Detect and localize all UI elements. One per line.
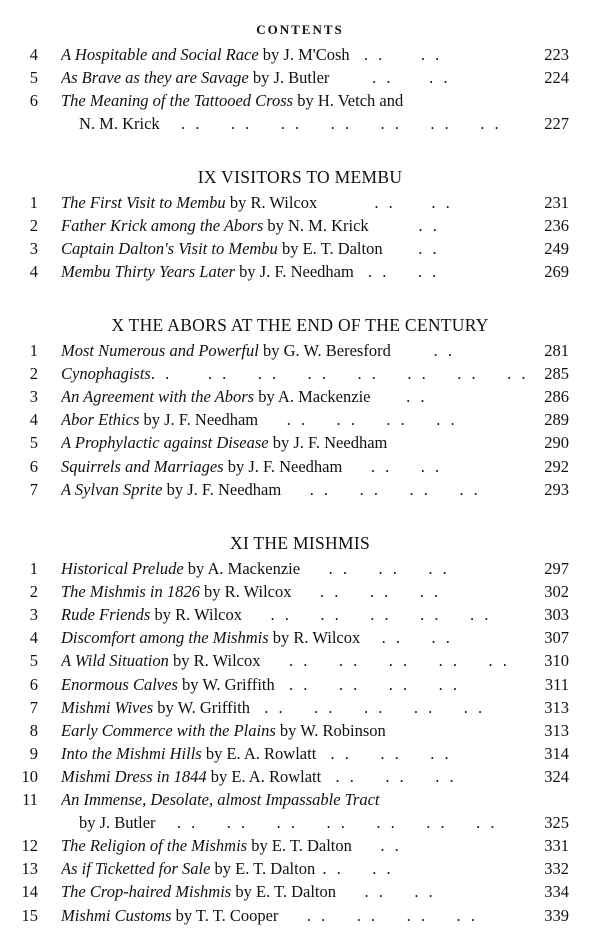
toc-entry bbox=[0, 386, 600, 408]
entry-author: by W. Griffith bbox=[177, 674, 275, 694]
page-number: 310 bbox=[544, 651, 569, 671]
toc-entry bbox=[0, 409, 600, 431]
entry-text bbox=[61, 558, 531, 580]
entry-text bbox=[61, 789, 531, 811]
entry-title: A Prophylactic against Disease bbox=[61, 433, 269, 453]
entry-author: by E. A. Rowlatt bbox=[201, 743, 317, 763]
entry-text bbox=[61, 881, 531, 903]
page-number: 324 bbox=[544, 766, 569, 786]
entry-text bbox=[61, 192, 531, 214]
entry-number: 1 bbox=[29, 559, 38, 578]
entry-number: 2 bbox=[29, 582, 38, 602]
entry-title: A Hospitable and Social Race bbox=[61, 45, 259, 64]
entry-text bbox=[61, 215, 531, 237]
entry-number: 1 bbox=[29, 341, 38, 360]
page-number: 313 bbox=[544, 720, 569, 740]
entry-author: by J. Butler bbox=[248, 68, 330, 88]
entry-author: by A. Mackenzie bbox=[254, 387, 371, 407]
page-number: 290 bbox=[544, 433, 569, 453]
page-number: 325 bbox=[544, 813, 569, 833]
entry-author: by E. T. Dalton bbox=[277, 239, 383, 259]
dot-leaders: . . . . . . bbox=[300, 559, 450, 578]
entry-author: by R. Wilcox bbox=[225, 193, 318, 212]
toc-entry bbox=[0, 261, 600, 283]
entry-author: by E. T. Dalton bbox=[210, 859, 316, 879]
entry-title: The Religion of the Mishmis bbox=[61, 836, 248, 856]
toc-entry bbox=[0, 215, 600, 237]
page-number: 289 bbox=[544, 410, 569, 430]
entry-title: The First Visit to Membu bbox=[61, 193, 226, 212]
entry-number: 6 bbox=[29, 456, 38, 476]
entry-number: 9 bbox=[29, 743, 38, 763]
page-number: 286 bbox=[544, 387, 569, 407]
entry-text bbox=[79, 812, 549, 834]
dot-leaders: . . . . bbox=[329, 68, 451, 88]
dot-leaders: . . . . . . . . bbox=[278, 905, 478, 925]
entry-title: Historical Prelude bbox=[61, 559, 184, 578]
toc-entry bbox=[0, 67, 600, 89]
dot-leaders: . . . . . . . . . . . . . . bbox=[159, 114, 502, 134]
toc-entry bbox=[0, 812, 600, 834]
entry-title: An Immense, Desolate, almost Impassable Tract bbox=[61, 790, 380, 809]
entry-title: Early Commerce with the Plains bbox=[61, 720, 276, 740]
entry-title: Most Numerous and Powerful bbox=[61, 341, 259, 360]
entry-author: by J. F. Needham bbox=[223, 456, 343, 476]
dot-leaders: . . . . bbox=[353, 262, 440, 282]
dot-leaders: . . . . bbox=[336, 882, 436, 902]
page-number: 339 bbox=[544, 905, 569, 925]
entry-author: by G. W. Beresford bbox=[258, 341, 391, 360]
page-number: 303 bbox=[544, 605, 569, 625]
entry-number: 5 bbox=[29, 651, 38, 671]
page-number: 307 bbox=[544, 628, 569, 648]
toc-entry bbox=[0, 905, 600, 927]
toc-entry bbox=[0, 340, 600, 362]
entry-number: 3 bbox=[29, 387, 38, 407]
dot-leaders: . . . . bbox=[342, 456, 443, 476]
dot-leaders: . . . . . . . . bbox=[281, 479, 481, 499]
toc-entry bbox=[0, 44, 600, 66]
page-number: 334 bbox=[544, 882, 569, 902]
entry-text bbox=[79, 113, 549, 135]
entry-text bbox=[61, 581, 531, 603]
entry-text bbox=[61, 432, 531, 454]
entry-number: 3 bbox=[29, 239, 38, 259]
page-number: 224 bbox=[544, 68, 569, 88]
toc-entry bbox=[0, 90, 600, 112]
entry-text bbox=[61, 456, 531, 478]
entry-author: by W. Robinson bbox=[275, 720, 386, 740]
entry-text bbox=[61, 720, 531, 742]
dot-leaders: . . . . . . . . . . . . . . bbox=[155, 813, 498, 833]
page-number: 227 bbox=[544, 114, 569, 134]
dot-leaders: . . bbox=[390, 341, 455, 360]
entry-text bbox=[61, 627, 531, 649]
entry-text bbox=[61, 905, 531, 927]
toc-entry bbox=[0, 604, 600, 626]
dot-leaders: . . . . . . . . . . bbox=[250, 697, 486, 717]
dot-leaders: . . bbox=[382, 239, 440, 259]
section-heading: XI THE MISHMIS bbox=[230, 533, 370, 553]
entry-number: 4 bbox=[29, 410, 38, 430]
page-number: 311 bbox=[544, 674, 569, 694]
toc-entry bbox=[0, 581, 600, 603]
entry-text bbox=[61, 67, 531, 89]
entry-title: The Crop-haired Mishmis bbox=[61, 882, 232, 902]
dot-leaders: . . . . bbox=[349, 45, 443, 64]
entry-text bbox=[61, 604, 531, 626]
entry-title: Mishmi Dress in 1844 bbox=[61, 766, 207, 786]
entry-title: A Sylvan Sprite bbox=[61, 479, 163, 499]
entry-title: The Meaning of the Tattooed Cross bbox=[61, 91, 294, 111]
entry-number: 7 bbox=[29, 479, 38, 499]
entry-author: by J. F. Needham bbox=[162, 479, 282, 499]
entry-title: Cynophagists bbox=[61, 364, 151, 384]
entry-text bbox=[61, 479, 531, 501]
entry-author: by A. Mackenzie bbox=[183, 559, 301, 578]
entry-number: 11 bbox=[22, 790, 38, 809]
entry-author: by J. M'Cosh bbox=[258, 45, 350, 64]
entry-title: Mishmi Wives bbox=[61, 697, 154, 717]
entry-title: Enormous Calves bbox=[61, 674, 178, 694]
toc-entry bbox=[0, 720, 600, 742]
dot-leaders: . . bbox=[351, 836, 402, 856]
toc-entry bbox=[0, 627, 600, 649]
entry-text bbox=[61, 340, 531, 362]
entry-author: by J. F. Needham bbox=[139, 410, 259, 430]
entry-author: N. M. Krick bbox=[79, 114, 160, 134]
toc-entry bbox=[0, 650, 600, 672]
entry-title: Squirrels and Marriages bbox=[61, 456, 224, 476]
dot-leaders: . . . . . . . . bbox=[274, 674, 460, 694]
entry-title: An Agreement with the Abors bbox=[61, 387, 255, 407]
entry-number: 5 bbox=[29, 68, 38, 88]
entry-author: by E. A. Rowlatt bbox=[206, 766, 322, 786]
entry-title: Captain Dalton's Visit to Membu bbox=[61, 239, 278, 259]
toc-entry bbox=[0, 479, 600, 501]
page-number: 293 bbox=[544, 479, 569, 499]
entry-author: by W. Griffith bbox=[153, 697, 250, 717]
page-number: 223 bbox=[544, 45, 569, 64]
page-number: 236 bbox=[544, 216, 569, 236]
page-number: 331 bbox=[544, 836, 569, 856]
entry-number: 2 bbox=[29, 364, 38, 384]
entry-number: 7 bbox=[29, 697, 38, 717]
entry-text bbox=[61, 835, 531, 857]
entry-number: 6 bbox=[29, 91, 38, 111]
dot-leaders: . . . . . . bbox=[321, 766, 457, 786]
dot-leaders: . . . . . . . . . . bbox=[260, 651, 510, 671]
dot-leaders: . . . . . . . . . . bbox=[241, 605, 492, 625]
entry-author: by J. Butler bbox=[79, 813, 156, 833]
entry-number: 4 bbox=[29, 262, 38, 282]
entry-author: by H. Vetch and bbox=[293, 91, 404, 111]
dot-leaders: . . . . . . . . bbox=[258, 410, 458, 430]
toc-entry bbox=[0, 558, 600, 580]
entry-author: by R. Wilcox bbox=[199, 582, 292, 602]
entry-text bbox=[61, 386, 531, 408]
toc-entry bbox=[0, 743, 600, 765]
toc-entry bbox=[0, 456, 600, 478]
entry-author: by E. T. Dalton bbox=[247, 836, 352, 856]
dot-leaders: . . bbox=[370, 387, 428, 407]
entry-title: Abor Ethics bbox=[61, 410, 140, 430]
entry-title: A Wild Situation bbox=[61, 651, 169, 671]
entry-number: 10 bbox=[21, 766, 38, 786]
page-number: 332 bbox=[544, 859, 569, 879]
entry-text bbox=[61, 44, 531, 66]
page-number: 292 bbox=[544, 456, 569, 476]
section-heading: IX VISITORS TO MEMBU bbox=[197, 167, 403, 187]
entry-title: Into the Mishmi Hills bbox=[61, 743, 202, 763]
entry-number: 8 bbox=[29, 720, 38, 740]
toc-entry bbox=[0, 432, 600, 454]
toc-entry bbox=[0, 113, 600, 135]
entry-text bbox=[61, 261, 531, 283]
page-number: 285 bbox=[544, 364, 569, 384]
entry-title: Rude Friends bbox=[61, 605, 151, 625]
entry-number: 4 bbox=[29, 45, 38, 64]
entry-author: by N. M. Krick bbox=[263, 216, 369, 236]
toc-entry bbox=[0, 238, 600, 260]
toc-entry bbox=[0, 835, 600, 857]
toc-entry bbox=[0, 697, 600, 719]
page-number: 302 bbox=[544, 582, 569, 602]
entry-author: by E. T. Dalton bbox=[231, 882, 336, 902]
dot-leaders: . . . . bbox=[360, 628, 453, 648]
entry-title: As if Ticketted for Sale bbox=[61, 859, 211, 879]
entry-author: by R. Wilcox bbox=[168, 651, 261, 671]
entry-text bbox=[61, 409, 531, 431]
entry-text bbox=[61, 697, 531, 719]
page-number: 281 bbox=[544, 341, 569, 360]
entry-title: The Mishmis in 1826 bbox=[61, 582, 200, 602]
entry-text bbox=[61, 766, 531, 788]
entry-title: Discomfort among the Mishmis bbox=[61, 628, 269, 648]
toc-entry bbox=[0, 789, 600, 811]
entry-text bbox=[61, 650, 531, 672]
entry-number: 2 bbox=[29, 216, 38, 236]
entry-author: by T. T. Cooper bbox=[171, 905, 279, 925]
entry-text bbox=[61, 743, 531, 765]
entry-text bbox=[61, 363, 531, 385]
dot-leaders: . . . . . . bbox=[291, 582, 442, 602]
toc-entry bbox=[0, 766, 600, 788]
entry-title: Father Krick among the Abors bbox=[61, 216, 264, 236]
page-number: 269 bbox=[544, 262, 569, 282]
entry-title: As Brave as they are Savage bbox=[61, 68, 249, 88]
entry-title: Mishmi Customs bbox=[61, 905, 172, 925]
dot-leaders: . . bbox=[368, 216, 440, 236]
entry-title: Membu Thirty Years Later bbox=[61, 262, 236, 282]
entry-number: 14 bbox=[21, 882, 38, 902]
entry-text bbox=[61, 858, 531, 880]
entry-number: 1 bbox=[29, 193, 38, 212]
entry-text bbox=[61, 238, 531, 260]
entry-number: 6 bbox=[29, 674, 38, 694]
dot-leaders: . . . . . . . . . . . . . . . . bbox=[150, 364, 529, 384]
toc-entry bbox=[0, 881, 600, 903]
entry-number: 13 bbox=[21, 859, 38, 879]
toc-entry bbox=[0, 192, 600, 214]
entry-number: 15 bbox=[21, 905, 38, 925]
page-number: 314 bbox=[544, 743, 569, 763]
entry-number: 3 bbox=[29, 605, 38, 625]
toc-entry bbox=[0, 858, 600, 880]
entry-author: by R. Wilcox bbox=[150, 605, 242, 625]
page-number: 249 bbox=[544, 239, 569, 259]
page-number: 313 bbox=[544, 697, 569, 717]
entry-author: by J. F. Needham bbox=[235, 262, 354, 282]
dot-leaders: . . . . . . bbox=[316, 743, 452, 763]
page-number: 297 bbox=[544, 559, 569, 578]
entry-number: 4 bbox=[29, 628, 38, 648]
toc-entry bbox=[0, 363, 600, 385]
entry-text bbox=[61, 674, 531, 696]
entry-author: by R. Wilcox bbox=[268, 628, 361, 648]
section-heading: X THE ABORS AT THE END OF THE CENTURY bbox=[111, 315, 489, 335]
page-header: CONTENTS bbox=[256, 22, 344, 37]
page-number: 231 bbox=[544, 193, 569, 212]
entry-number: 5 bbox=[29, 433, 38, 453]
entry-number: 12 bbox=[21, 836, 38, 856]
dot-leaders: . . . . bbox=[317, 193, 453, 212]
entry-author: by J. F. Needham bbox=[268, 433, 388, 453]
dot-leaders: . . . . bbox=[315, 859, 394, 879]
toc-entry bbox=[0, 674, 600, 696]
entry-text bbox=[61, 90, 531, 112]
